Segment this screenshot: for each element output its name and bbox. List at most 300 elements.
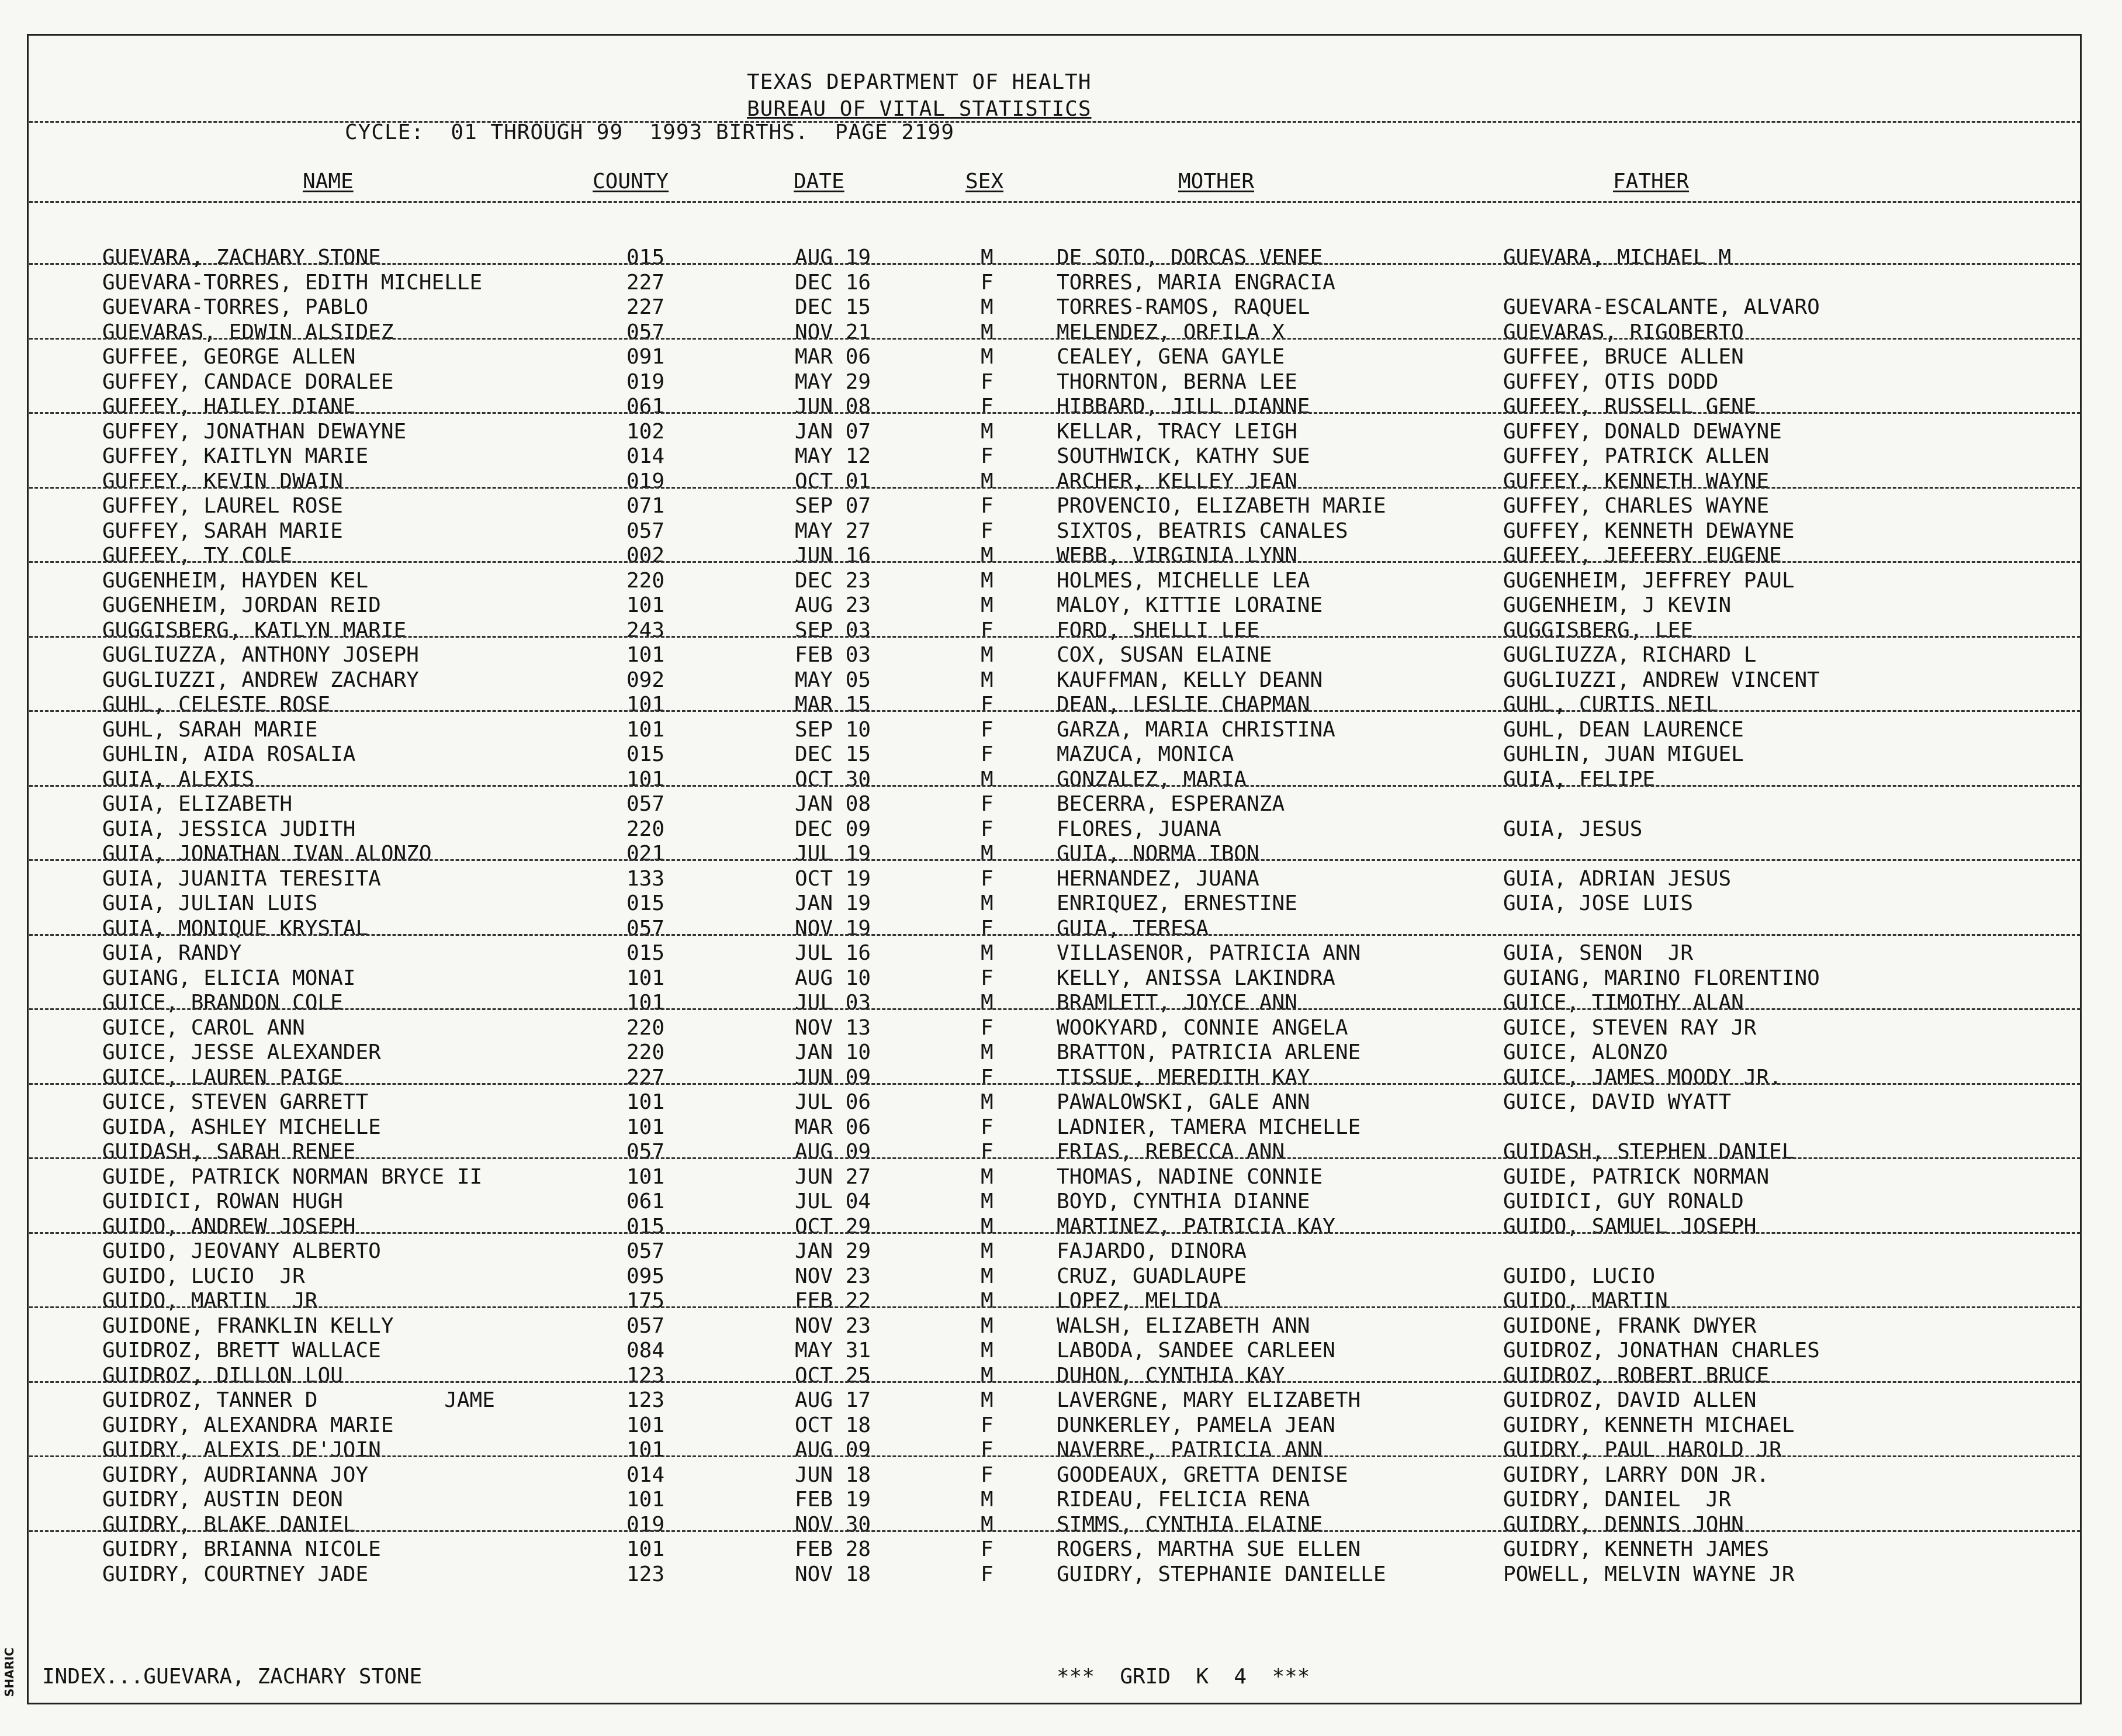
table-row [0, 1215, 2122, 1239]
cell-county: 057 [626, 1313, 665, 1338]
table-row [0, 1488, 2122, 1512]
cell-name: GUICE, BRANDON COLE [102, 991, 343, 1015]
cell-name: GUFFEY, TY COLE [102, 544, 293, 568]
cell-father: GUICE, STEVEN RAY JR [1503, 1015, 1757, 1040]
row-separator-rule [29, 561, 2081, 563]
cell-sex: F [981, 494, 994, 518]
cell-sex: F [981, 916, 994, 940]
row-separator-rule [29, 1530, 2081, 1532]
cell-date: MAY 29 [795, 369, 871, 394]
cell-date: JUN 16 [795, 544, 871, 568]
table-row [0, 1314, 2122, 1339]
cell-sex: M [981, 767, 994, 791]
cell-county: 014 [626, 444, 665, 468]
cell-father: GUFFEY, PATRICK ALLEN [1503, 444, 1770, 468]
table-row [0, 420, 2122, 444]
cell-county: 057 [626, 320, 665, 344]
cell-sex: M [981, 891, 994, 915]
cell-mother: GARZA, MARIA CHRISTINA [1057, 717, 1335, 742]
cell-father: GUHL, DEAN LAURENCE [1503, 717, 1744, 742]
cell-date: JUN 27 [795, 1164, 871, 1189]
cell-mother: RIDEAU, FELICIA RENA [1057, 1488, 1310, 1512]
cell-date: OCT 18 [795, 1413, 871, 1437]
cell-father: GUIA, JOSE LUIS [1503, 891, 1694, 915]
row-separator-rule [29, 1381, 2081, 1383]
table-row [0, 245, 2122, 270]
cell-mother: FAJARDO, DINORA [1057, 1239, 1247, 1263]
cell-sex: F [981, 518, 994, 543]
cell-name: GUGGISBERG, KATLYN MARIE [102, 618, 407, 642]
cell-date: FEB 28 [795, 1537, 871, 1561]
cell-name: GUIDASH, SARAH RENEE [102, 1140, 356, 1164]
cell-date: MAY 05 [795, 668, 871, 692]
cell-name: GUIA, MONIQUE KRYSTAL [102, 916, 369, 940]
cell-sex: M [981, 245, 994, 269]
cell-father: GUFFEE, BRUCE ALLEN [1503, 345, 1744, 369]
header-rule-top [29, 121, 2081, 123]
row-separator-rule [29, 1455, 2081, 1457]
table-row [0, 1016, 2122, 1040]
cell-county: 101 [626, 693, 665, 717]
cell-date: DEC 15 [795, 295, 871, 319]
table-row [0, 569, 2122, 593]
cell-name: GUGLIUZZA, ANTHONY JOSEPH [102, 643, 419, 667]
cell-county: 123 [626, 1388, 665, 1412]
cell-father: GUHL, CURTIS NEIL [1503, 693, 1719, 717]
cell-sex: F [981, 742, 994, 766]
cell-mother: DE SOTO, DORCAS VENEE [1057, 245, 1323, 269]
cell-mother: ENRIQUEZ, ERNESTINE [1057, 891, 1297, 915]
cell-father: GUIDE, PATRICK NORMAN [1503, 1164, 1770, 1189]
cell-name: GUICE, CAROL ANN [102, 1015, 305, 1040]
table-row [0, 891, 2122, 916]
cell-name: GUHLIN, AIDA ROSALIA [102, 742, 356, 766]
cell-county: 101 [626, 1413, 665, 1437]
cell-sex: M [981, 1289, 994, 1313]
table-row [0, 1388, 2122, 1413]
header-cycle: CYCLE: 01 THROUGH 99 1993 BIRTHS. PAGE 2199 [345, 120, 954, 144]
cell-date: JAN 10 [795, 1040, 871, 1064]
table-row [0, 742, 2122, 767]
header-bureau: BUREAU OF VITAL STATISTICS [747, 97, 1092, 121]
cell-name: GUFFEY, CANDACE DORALEE [102, 369, 394, 394]
cell-county: 084 [626, 1339, 665, 1362]
cell-sex: M [981, 1339, 994, 1362]
cell-date: OCT 19 [795, 866, 871, 891]
cell-sex: F [981, 966, 994, 990]
cell-father: GUICE, JAMES MOODY JR. [1503, 1065, 1782, 1090]
cell-date: JAN 08 [795, 792, 871, 816]
cell-county: 019 [626, 1512, 665, 1537]
cell-sex: M [981, 419, 994, 444]
cell-county: 057 [626, 792, 665, 816]
cell-father: GUIA, SENON JR [1503, 941, 1694, 965]
cell-father: GUIDICI, GUY RONALD [1503, 1189, 1744, 1213]
table-row [0, 1413, 2122, 1438]
table-row [0, 917, 2122, 941]
cell-county: 015 [626, 245, 665, 269]
cell-name: GUFFEY, KEVIN DWAIN [102, 469, 343, 493]
cell-date: JUN 18 [795, 1462, 871, 1487]
cell-sex: F [981, 1015, 994, 1040]
cell-father: GUIDRY, KENNETH MICHAEL [1503, 1413, 1795, 1437]
table-row [0, 1537, 2122, 1562]
cell-name: GUIDRY, ALEXIS DE'JOIN [102, 1438, 381, 1462]
cell-name: GUIDRY, AUDRIANNA JOY [102, 1462, 369, 1487]
header-agency: TEXAS DEPARTMENT OF HEALTH [747, 70, 1092, 94]
cell-date: JUL 06 [795, 1090, 871, 1114]
cell-father: GUIDROZ, JONATHAN CHARLES [1503, 1339, 1820, 1362]
cell-county: 101 [626, 1115, 665, 1139]
cell-date: JAN 07 [795, 419, 871, 444]
cell-mother: CEALEY, GENA GAYLE [1057, 345, 1285, 369]
cell-father: GUFFEY, DONALD DEWAYNE [1503, 419, 1782, 444]
table-row [0, 1339, 2122, 1363]
table-row [0, 519, 2122, 544]
table-row [0, 1040, 2122, 1065]
cell-mother: LADNIER, TAMERA MICHELLE [1057, 1115, 1361, 1139]
cell-name: GUEVARAS, EDWIN ALSIDEZ [102, 320, 394, 344]
cell-date: DEC 15 [795, 742, 871, 766]
table-row [0, 966, 2122, 991]
cell-date: AUG 09 [795, 1438, 871, 1462]
cell-sex: F [981, 369, 994, 394]
cell-county: 220 [626, 817, 665, 841]
cell-name: GUFFEY, JONATHAN DEWAYNE [102, 419, 407, 444]
cell-date: MAY 31 [795, 1339, 871, 1362]
cell-mother: THORNTON, BERNA LEE [1057, 369, 1297, 394]
side-label: SHARIC [2, 1647, 16, 1697]
cell-name: GUIDRY, AUSTIN DEON [102, 1488, 343, 1512]
cell-date: NOV 23 [795, 1313, 871, 1338]
cell-county: 101 [626, 717, 665, 742]
table-row [0, 544, 2122, 568]
column-header-sex: SEX [965, 170, 1004, 193]
cell-mother: WOOKYARD, CONNIE ANGELA [1057, 1015, 1348, 1040]
cell-date: MAR 06 [795, 345, 871, 369]
cell-father: GUIDRY, KENNETH JAMES [1503, 1537, 1770, 1561]
cell-father: GUGLIUZZA, RICHARD L [1503, 643, 1757, 667]
cell-mother: BRAMLETT, JOYCE ANN [1057, 991, 1297, 1015]
cell-sex: M [981, 295, 994, 319]
cell-county: 019 [626, 469, 665, 493]
cell-name: GUIA, JESSICA JUDITH [102, 817, 356, 841]
cell-county: 061 [626, 1189, 665, 1213]
cell-sex: M [981, 1264, 994, 1288]
cell-mother: MARTINEZ, PATRICIA KAY [1057, 1214, 1335, 1239]
table-row [0, 1066, 2122, 1090]
footer-grid: *** GRID K 4 *** [1057, 1665, 1310, 1689]
cell-name: GUHL, CELESTE ROSE [102, 693, 331, 717]
cell-county: 057 [626, 1239, 665, 1263]
cell-name: GUIA, ELIZABETH [102, 792, 293, 816]
cell-name: GUIDROZ, DILLON LOU [102, 1363, 343, 1388]
cell-mother: DUNKERLEY, PAMELA JEAN [1057, 1413, 1335, 1437]
cell-father: GUIDRY, DENNIS JOHN [1503, 1512, 1744, 1537]
cell-name: GUICE, STEVEN GARRETT [102, 1090, 369, 1114]
cell-county: 019 [626, 369, 665, 394]
cell-name: GUIA, RANDY [102, 941, 242, 965]
table-row [0, 1562, 2122, 1587]
cell-date: JUL 16 [795, 941, 871, 965]
cell-father: GUFFEY, JEFFERY EUGENE [1503, 544, 1782, 568]
cell-father: GUFFEY, OTIS DODD [1503, 369, 1719, 394]
cell-name: GUIANG, ELICIA MONAI [102, 966, 356, 990]
cell-father: GUIDONE, FRANK DWYER [1503, 1313, 1757, 1338]
table-row [0, 1090, 2122, 1115]
cell-sex: M [981, 1488, 994, 1512]
cell-county: 091 [626, 345, 665, 369]
cell-county: 227 [626, 295, 665, 319]
table-row [0, 1115, 2122, 1140]
cell-father: GUIA, JESUS [1503, 817, 1643, 841]
cell-sex: M [981, 320, 994, 344]
cell-county: 021 [626, 842, 665, 866]
cell-date: DEC 16 [795, 270, 871, 295]
table-row [0, 1264, 2122, 1289]
cell-date: JUN 09 [795, 1065, 871, 1090]
table-row [0, 1463, 2122, 1488]
row-separator-rule [29, 338, 2081, 340]
cell-mother: SIXTOS, BEATRIS CANALES [1057, 518, 1348, 543]
cell-county: 220 [626, 1040, 665, 1064]
cell-sex: F [981, 817, 994, 841]
cell-father: GUICE, TIMOTHY ALAN [1503, 991, 1744, 1015]
table-row [0, 469, 2122, 494]
cell-father: GUIANG, MARINO FLORENTINO [1503, 966, 1820, 990]
cell-name: GUIDE, PATRICK NORMAN BRYCE II [102, 1164, 483, 1189]
cell-sex: M [981, 1040, 994, 1064]
row-separator-rule [29, 859, 2081, 861]
cell-sex: F [981, 1065, 994, 1090]
cell-mother: GUIA, TERESA [1057, 916, 1209, 940]
column-header-rule [29, 201, 2081, 203]
cell-name: GUIDO, JEOVANY ALBERTO [102, 1239, 381, 1263]
cell-mother: HIBBARD, JILL DIANNE [1057, 395, 1310, 419]
table-row [0, 1239, 2122, 1264]
table-row [0, 718, 2122, 742]
row-separator-rule [29, 263, 2081, 265]
cell-father: GUICE, DAVID WYATT [1503, 1090, 1732, 1114]
cell-sex: M [981, 1090, 994, 1114]
cell-county: 243 [626, 618, 665, 642]
cell-sex: F [981, 444, 994, 468]
cell-mother: LABODA, SANDEE CARLEEN [1057, 1339, 1335, 1362]
cell-name: GUFFEY, KAITLYN MARIE [102, 444, 369, 468]
cell-name: GUGENHEIM, HAYDEN KEL [102, 568, 369, 593]
cell-mother: KAUFFMAN, KELLY DEANN [1057, 668, 1323, 692]
cell-mother: PROVENCIO, ELIZABETH MARIE [1057, 494, 1386, 518]
cell-county: 175 [626, 1289, 665, 1313]
cell-date: FEB 19 [795, 1488, 871, 1512]
row-separator-rule [29, 487, 2081, 489]
cell-date: JAN 29 [795, 1239, 871, 1263]
cell-county: 227 [626, 1065, 665, 1090]
cell-name: GUEVARA, ZACHARY STONE [102, 245, 381, 269]
cell-name: GUIDRY, ALEXANDRA MARIE [102, 1413, 394, 1437]
cell-father: GUIDROZ, DAVID ALLEN [1503, 1388, 1757, 1412]
cell-father: GUFFEY, KENNETH DEWAYNE [1503, 518, 1795, 543]
cell-date: AUG 10 [795, 966, 871, 990]
cell-county: 014 [626, 1462, 665, 1487]
table-row [0, 643, 2122, 668]
table-row [0, 693, 2122, 717]
cell-sex: F [981, 618, 994, 642]
table-row [0, 842, 2122, 866]
table-row [0, 1140, 2122, 1164]
cell-mother: WALSH, ELIZABETH ANN [1057, 1313, 1310, 1338]
row-separator-rule [29, 412, 2081, 414]
cell-father: GUIA, FELIPE [1503, 767, 1656, 791]
table-row [0, 668, 2122, 693]
cell-mother: GUIA, NORMA IBON [1057, 842, 1259, 866]
column-header-father: FATHER [1613, 170, 1690, 193]
cell-date: MAR 06 [795, 1115, 871, 1139]
cell-sex: M [981, 345, 994, 369]
cell-county: 101 [626, 1488, 665, 1512]
cell-mother: DUHON, CYNTHIA KAY [1057, 1363, 1285, 1388]
cell-mother: ARCHER, KELLEY JEAN [1057, 469, 1297, 493]
cell-father: GUEVARA-ESCALANTE, ALVARO [1503, 295, 1820, 319]
cell-name: GUFFEY, LAUREL ROSE [102, 494, 343, 518]
cell-mother: TORRES-RAMOS, RAQUEL [1057, 295, 1310, 319]
cell-date: FEB 22 [795, 1289, 871, 1313]
cell-name: GUIDONE, FRANKLIN KELLY [102, 1313, 394, 1338]
cell-father: GUHLIN, JUAN MIGUEL [1503, 742, 1744, 766]
cell-date: NOV 23 [795, 1264, 871, 1288]
cell-sex: F [981, 1438, 994, 1462]
cell-father: GUEVARAS, RIGOBERTO [1503, 320, 1744, 344]
cell-county: 015 [626, 891, 665, 915]
cell-date: OCT 29 [795, 1214, 871, 1239]
cell-sex: F [981, 270, 994, 295]
cell-mother: GONZALEZ, MARIA [1057, 767, 1247, 791]
cell-sex: M [981, 1388, 994, 1412]
cell-name: GUIA, ALEXIS [102, 767, 255, 791]
table-row [0, 1438, 2122, 1462]
cell-sex: M [981, 469, 994, 493]
cell-date: SEP 07 [795, 494, 871, 518]
cell-date: OCT 30 [795, 767, 871, 791]
table-row [0, 1364, 2122, 1388]
cell-mother: MAZUCA, MONICA [1057, 742, 1234, 766]
cell-father: GUIDRY, DANIEL JR [1503, 1488, 1732, 1512]
column-header-name: NAME [303, 170, 354, 193]
table-row [0, 767, 2122, 792]
cell-date: NOV 21 [795, 320, 871, 344]
cell-sex: M [981, 643, 994, 667]
row-separator-rule [29, 636, 2081, 638]
cell-name: GUEVARA-TORRES, PABLO [102, 295, 369, 319]
cell-father: GUIDRY, PAUL HAROLD JR [1503, 1438, 1782, 1462]
cell-sex: M [981, 1363, 994, 1388]
table-row [0, 1289, 2122, 1313]
cell-date: JAN 19 [795, 891, 871, 915]
cell-mother: WEBB, VIRGINIA LYNN [1057, 544, 1297, 568]
cell-county: 015 [626, 1214, 665, 1239]
table-row [0, 271, 2122, 295]
cell-date: AUG 09 [795, 1140, 871, 1164]
cell-county: 102 [626, 419, 665, 444]
cell-mother: MELENDEZ, ORFILA X [1057, 320, 1285, 344]
row-separator-rule [29, 785, 2081, 787]
cell-name: GUIDO, LUCIO JR [102, 1264, 305, 1288]
table-row [0, 444, 2122, 469]
cell-sex: M [981, 1214, 994, 1239]
cell-name: GUIDRY, BRIANNA NICOLE [102, 1537, 381, 1561]
cell-date: OCT 25 [795, 1363, 871, 1388]
cell-mother: TORRES, MARIA ENGRACIA [1057, 270, 1335, 295]
cell-name: GUICE, LAUREN PAIGE [102, 1065, 343, 1090]
cell-mother: KELLY, ANISSA LAKINDRA [1057, 966, 1335, 990]
cell-mother: HERNANDEZ, JUANA [1057, 866, 1259, 891]
cell-father: GUIDO, LUCIO [1503, 1264, 1656, 1288]
cell-sex: M [981, 568, 994, 593]
cell-date: NOV 30 [795, 1512, 871, 1537]
column-header-county: COUNTY [593, 170, 669, 193]
table-row [0, 345, 2122, 369]
cell-name: GUIDRY, BLAKE DANIEL [102, 1512, 356, 1537]
cell-father: GUIA, ADRIAN JESUS [1503, 866, 1732, 891]
cell-date: SEP 03 [795, 618, 871, 642]
cell-mother: LOPEZ, MELIDA [1057, 1289, 1221, 1313]
cell-sex: M [981, 1164, 994, 1189]
cell-father: GUEVARA, MICHAEL M [1503, 245, 1732, 269]
cell-mother: VILLASENOR, PATRICIA ANN [1057, 941, 1361, 965]
cell-sex: F [981, 792, 994, 816]
cell-mother: SIMMS, CYNTHIA ELAINE [1057, 1512, 1323, 1537]
cell-father: GUICE, ALONZO [1503, 1040, 1668, 1064]
cell-date: OCT 01 [795, 469, 871, 493]
cell-date: NOV 13 [795, 1015, 871, 1040]
cell-date: AUG 19 [795, 245, 871, 269]
cell-sex: M [981, 544, 994, 568]
cell-county: 227 [626, 270, 665, 295]
cell-name: GUIDICI, ROWAN HUGH [102, 1189, 343, 1213]
cell-county: 220 [626, 568, 665, 593]
row-separator-rule [29, 1083, 2081, 1085]
row-separator-rule [29, 1232, 2081, 1234]
cell-mother: FORD, SHELLI LEE [1057, 618, 1259, 642]
table-row [0, 295, 2122, 320]
cell-father: GUFFEY, CHARLES WAYNE [1503, 494, 1770, 518]
cell-sex: M [981, 842, 994, 866]
cell-mother: DEAN, LESLIE CHAPMAN [1057, 693, 1310, 717]
cell-county: 092 [626, 668, 665, 692]
cell-mother: FRIAS, REBECCA ANN [1057, 1140, 1285, 1164]
cell-county: 095 [626, 1264, 665, 1288]
cell-father: GUIDROZ, ROBERT BRUCE [1503, 1363, 1770, 1388]
cell-sex: M [981, 941, 994, 965]
cell-sex: F [981, 1562, 994, 1586]
table-row [0, 494, 2122, 518]
cell-county: 101 [626, 643, 665, 667]
cell-county: 101 [626, 1537, 665, 1561]
cell-date: DEC 09 [795, 817, 871, 841]
column-header-mother: MOTHER [1178, 170, 1255, 193]
cell-father: GUGGISBERG, LEE [1503, 618, 1694, 642]
row-separator-rule [29, 1306, 2081, 1308]
cell-county: 101 [626, 767, 665, 791]
cell-date: DEC 23 [795, 568, 871, 593]
footer-index: INDEX...GUEVARA, ZACHARY STONE [42, 1665, 423, 1689]
cell-mother: THOMAS, NADINE CONNIE [1057, 1164, 1323, 1189]
cell-sex: M [981, 1313, 994, 1338]
cell-date: AUG 23 [795, 593, 871, 617]
cell-father: GUFFEY, RUSSELL GENE [1503, 395, 1757, 419]
cell-sex: M [981, 593, 994, 617]
cell-name: GUEVARA-TORRES, EDITH MICHELLE [102, 270, 483, 295]
